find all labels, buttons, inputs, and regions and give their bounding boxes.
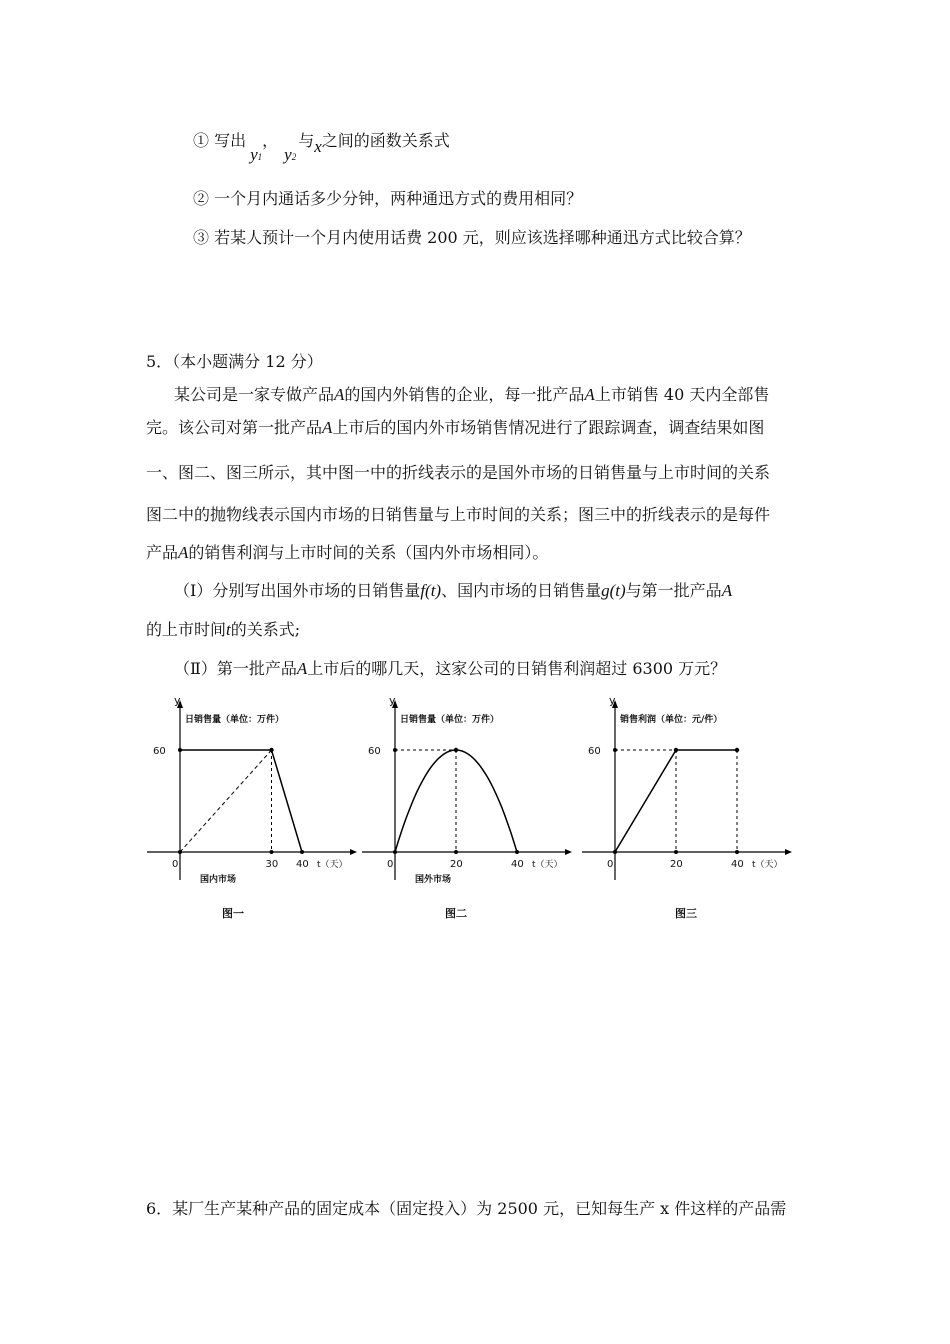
point-20-60 [674,748,678,752]
figure-1-caption: 图一 [222,907,244,920]
y-axis-letter: y [389,694,396,707]
y1-symbol: y1 [250,145,263,164]
series-dashed-line [180,750,272,852]
q5-header: 5．（本小题满分 12 分） [146,352,323,371]
q5-para-line-2: 完。该公司对第一批产品A上市后的国内外市场销售情况进行了跟踪调查，调查结果如图 [146,418,765,437]
point-30-0 [270,850,274,854]
y-tick-label-60: 60 [588,746,601,757]
x-axis-arrow [565,849,572,855]
figure-2-caption: 图二 [445,907,467,920]
x-axis-label: t（天） [532,860,563,870]
chart-title: 销售利润（单位：元/件） [620,715,723,725]
x-axis-arrow [785,849,792,855]
q5-para-line-1: 某公司是一家专做产品A的国内外销售的企业，每一批产品A上市销售 40 天内全部售 [174,385,770,404]
q5-para-line-4: 图二中的抛物线表示国内市场的日销售量与上市时间的关系；图三中的折线表示的是每件 [146,505,771,524]
chart-title: 日销售量（单位：万件） [400,715,500,725]
q5-item-2: （Ⅱ）第一批产品A上市后的哪几天，这家公司的日销售利润超过 6300 万元？ [174,659,727,678]
x-tick-label-40: 40 [511,859,524,870]
q6-text: 6．某厂生产某种产品的固定成本（固定投入）为 2500 元，已知每生产 x 件这样的产品需 [146,1199,787,1218]
point-40-0 [515,850,519,854]
figure-3 [580,690,800,890]
market-label: 国外市场 [415,875,452,885]
point-20-0 [674,850,678,854]
series-solid-line [180,750,302,852]
x-axis-arrow [350,849,357,855]
point-40-60 [735,748,739,752]
point-40-0 [300,850,304,854]
x-tick-label-20: 20 [450,859,463,870]
q5-item-1: （Ⅰ）分别写出国外市场的日销售量f(t)、国内市场的日销售量g(t)与第一批产品A [174,581,733,600]
chart-title: 日销售量（单位：万件） [185,715,285,725]
x-axis-label: t（天） [752,860,783,870]
market-label: 国内市场 [200,875,237,885]
y-axis-letter: y [174,694,181,707]
q4-item-1: ① 写出y1，y2与x之间的函数关系式 [193,131,450,164]
figure-1 [145,690,365,890]
y-tick-label-60: 60 [153,746,166,757]
y-tick-label-60: 60 [368,746,381,757]
q5-item-1-cont: 的上市时间t的关系式; [146,620,301,639]
point-40-0 [735,850,739,854]
origin-label: 0 [172,859,179,870]
point-30-60 [269,748,273,752]
q5-para-line-5: 产品A的销售利润与上市时间的关系（国内外市场相同）。 [146,543,549,562]
q4-item-3: ③ 若某人预计一个月内使用话费 200 元，则应该选择哪种通迅方式比较合算？ [193,228,751,247]
x-tick-label-40: 40 [731,859,744,870]
q5-para-line-3: 一、图二、图三所示，其中图一中的折线表示的是国外市场的日销售量与上市时间的关系 [146,463,771,482]
x-tick-label-40: 40 [296,859,309,870]
y2-symbol: y2 [284,145,297,164]
figure-2 [360,690,580,890]
y-axis-letter: y [609,694,616,707]
figure-3-caption: 图三 [675,907,697,920]
point-20-0 [454,850,458,854]
q4-item-2: ② 一个月内通话多少分钟，两种通迅方式的费用相同？ [193,189,583,208]
x-tick-label-30: 30 [265,859,279,870]
point-20-60 [454,748,458,752]
origin-label: 0 [607,859,614,870]
x-tick-label-20: 20 [670,859,683,870]
x-axis-label: t（天） [317,860,348,870]
x-symbol: x [314,137,322,156]
origin-label: 0 [387,859,394,870]
